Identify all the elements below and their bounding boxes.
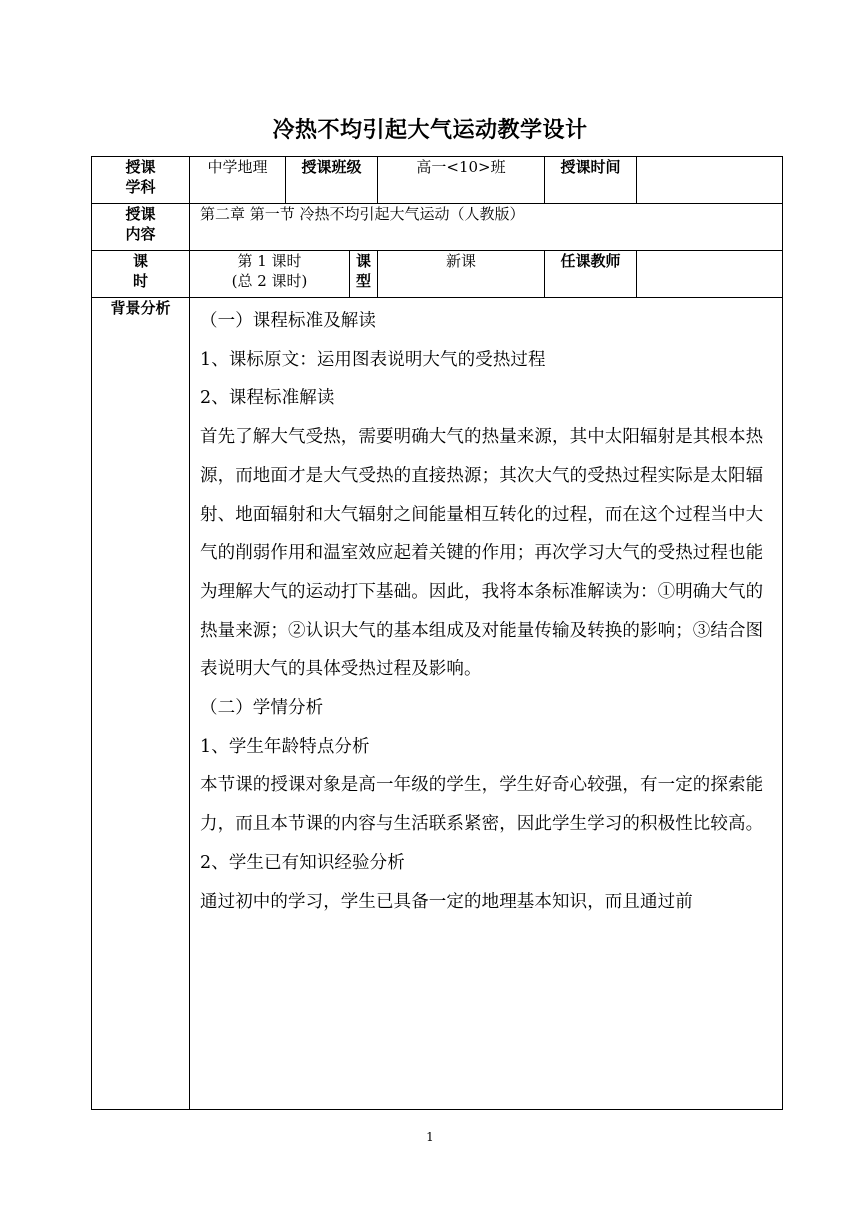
- section-heading: （二）学情分析: [200, 698, 324, 719]
- hours-label: 课 时: [92, 251, 190, 298]
- type-value: 新课: [378, 251, 545, 298]
- content-value: 第二章 第一节 冷热不均引起大气运动（人教版）: [190, 204, 783, 251]
- table-row: [92, 157, 783, 204]
- time-label: 授课时间: [545, 157, 637, 204]
- page-number: 1: [426, 1130, 434, 1144]
- content-label: 授课 内容: [92, 204, 190, 251]
- subject-value: 中学地理: [190, 157, 286, 204]
- hours-value: 第 1 课时 (总 2 课时): [190, 251, 350, 298]
- time-value: [637, 157, 783, 204]
- class-label: 授课班级: [286, 157, 378, 204]
- background-content: [190, 298, 783, 1110]
- type-label: 课 型: [350, 251, 378, 298]
- background-label: 背景分析: [92, 298, 190, 1110]
- table-row: [92, 298, 783, 1110]
- section-heading: （一）课程标准及解读: [200, 311, 376, 331]
- paragraph: 通过初中的学习，学生已具备一定的地理基本知识，而且通过前: [200, 891, 693, 912]
- subject-label: 授课 学科: [92, 157, 190, 204]
- paragraph: 1、课标原文：运用图表说明大气的受热过程: [200, 349, 546, 370]
- paragraph: 本节课的授课对象是高一年级的学生，学生好奇心较强，有一定的探索能力，而且本节课的内容与生活联系紧密，因此学生学习的积极性比较高。: [200, 775, 764, 835]
- class-value: 高一<10>班: [378, 157, 545, 204]
- paragraph: 首先了解大气受热，需要明确大气的热量来源，其中太阳辐射是其根本热源，而地面才是大气受热的直接热源；其次大气的受热过程实际是太阳辐射、地面辐射和大气辐射之间能量相互转化的过程，而在这个过程当中大气的削弱作用和温室效应起着关键的作用；再次学习大气的受热过程也能为理解大气的运动打下基础。因此，我将本条标准解读为：①明确大气的热量来源；②认识大气的基本组成及对能量传输及转换的影响；③结合图表说明大气的具体受热过程及影响。: [200, 427, 764, 680]
- teacher-value: [637, 251, 783, 298]
- document-title: 冷热不均引起大气运动教学设计: [272, 117, 588, 143]
- paragraph: 2、学生已有知识经验分析: [200, 852, 405, 873]
- table-row: [92, 251, 783, 298]
- paragraph: 1、学生年龄特点分析: [200, 736, 370, 757]
- table-row: [92, 204, 783, 251]
- lesson-info-table: [91, 156, 783, 1110]
- teacher-label: 任课教师: [545, 251, 637, 298]
- paragraph: 2、课程标准解读: [200, 388, 335, 409]
